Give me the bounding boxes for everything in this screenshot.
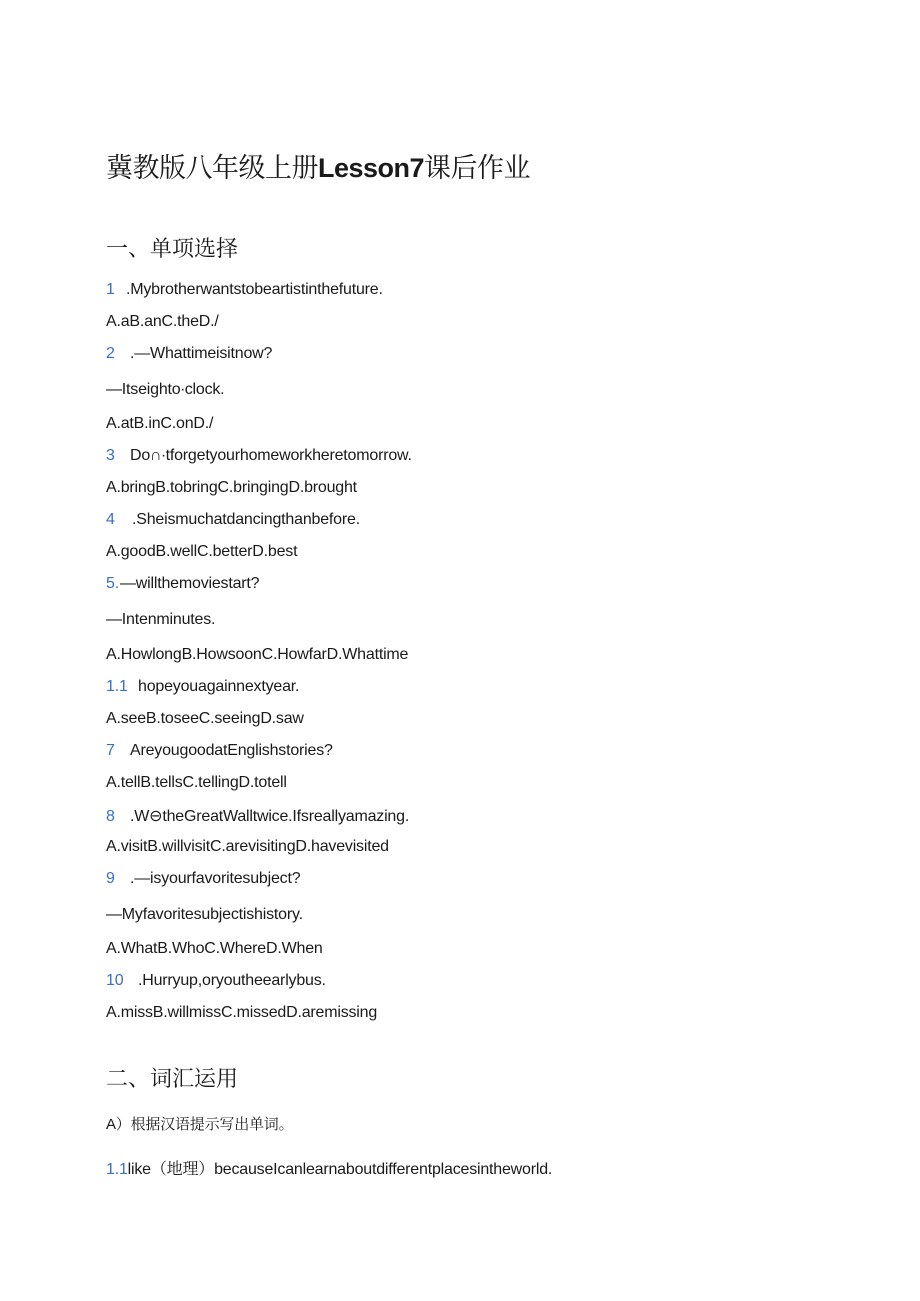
question-line bbox=[106, 479, 357, 497]
question-text: A.HowlongB.HowsoonC.HowfarD.Whattime bbox=[106, 646, 409, 663]
section-heading-multiple-choice: 一、单项选择 bbox=[106, 236, 239, 261]
question-number: 9 bbox=[106, 870, 115, 887]
question-number: 3 bbox=[106, 447, 115, 464]
question-number: 4 bbox=[106, 511, 115, 528]
question-text: A.atB.inC.onD./ bbox=[106, 415, 214, 432]
question-text: A.missB.willmissC.missedD.aremissing bbox=[106, 1004, 378, 1021]
question-stem bbox=[106, 870, 300, 888]
question-text: .—Whattimeisitnow? bbox=[130, 345, 273, 362]
question-text: Do∩∙tforgetyourhomeworkheretomorrow. bbox=[130, 447, 412, 464]
question-number: 1.1 bbox=[106, 678, 128, 695]
vocab-question bbox=[106, 1156, 552, 1179]
question-stem bbox=[106, 447, 412, 465]
question-stem bbox=[106, 575, 259, 593]
question-text: .W⊖theGreatWalltwice.Ifsreallyamazing. bbox=[130, 808, 410, 825]
question-text: —Itseighto∙clock. bbox=[106, 381, 225, 398]
title-suffix: 课后作业 bbox=[424, 153, 531, 183]
question-stem bbox=[106, 806, 409, 826]
question-stem bbox=[106, 742, 333, 760]
question-line bbox=[106, 611, 215, 629]
question-stem bbox=[106, 281, 383, 299]
question-text: A.aB.anC.theD./ bbox=[106, 313, 219, 330]
question-line bbox=[106, 646, 408, 664]
question-line bbox=[106, 838, 389, 856]
question-number: 1.1 bbox=[106, 1161, 128, 1178]
question-number: 2 bbox=[106, 345, 115, 362]
question-line bbox=[106, 906, 303, 924]
question-text: like（地理）becauseIcanlearnaboutdifferentplacesintheworld. bbox=[127, 1161, 553, 1178]
question-text: A.tellB.tellsC.tellingD.totell bbox=[106, 774, 287, 791]
page-title bbox=[106, 146, 530, 185]
question-line bbox=[106, 313, 219, 331]
question-line bbox=[106, 543, 297, 561]
question-text: AreyougoodatEnglishstories? bbox=[130, 742, 333, 759]
question-number: 5. bbox=[106, 575, 119, 592]
question-text: —Intenminutes. bbox=[106, 611, 216, 628]
question-text: .Mybrotherwantstobeartistinthefuture. bbox=[126, 281, 383, 298]
question-stem bbox=[106, 972, 326, 990]
question-text: A.seeB.toseeC.seeingD.saw bbox=[106, 710, 304, 727]
question-text: A.bringB.tobringC.bringingD.brought bbox=[106, 479, 357, 496]
question-number: 8 bbox=[106, 808, 115, 825]
question-number: 1 bbox=[106, 281, 115, 298]
question-stem bbox=[106, 678, 299, 696]
title-prefix: 冀教版八年级上册 bbox=[106, 153, 318, 183]
question-text: hopeyouagainnextyear. bbox=[138, 678, 300, 695]
section-subheading: A）根据汉语提示写出单词。 bbox=[106, 1116, 294, 1133]
question-line bbox=[106, 381, 224, 399]
question-line bbox=[106, 940, 323, 958]
question-stem bbox=[106, 345, 272, 363]
question-number: 7 bbox=[106, 742, 115, 759]
question-text: .Sheismuchatdancingthanbefore. bbox=[132, 511, 360, 528]
section-heading-vocabulary: 二、词汇运用 bbox=[106, 1066, 239, 1091]
question-line bbox=[106, 710, 304, 728]
question-number: 10 bbox=[106, 972, 124, 989]
question-text: A.WhatB.WhoC.WhereD.When bbox=[106, 940, 323, 957]
title-lesson: Lesson7 bbox=[318, 153, 425, 183]
question-text: .—isyourfavoritesubject? bbox=[130, 870, 301, 887]
question-stem bbox=[106, 511, 360, 529]
question-text: —willthemoviestart? bbox=[120, 575, 260, 592]
question-line bbox=[106, 415, 213, 433]
question-text: —Myfavoritesubjectishistory. bbox=[106, 906, 303, 923]
question-text: .Hurryup,oryoutheearlybus. bbox=[138, 972, 326, 989]
question-line bbox=[106, 1004, 377, 1022]
question-line bbox=[106, 774, 287, 792]
question-text: A.goodB.wellC.betterD.best bbox=[106, 543, 298, 560]
question-text: A.visitB.willvisitC.arevisitingD.havevisited bbox=[106, 838, 389, 855]
